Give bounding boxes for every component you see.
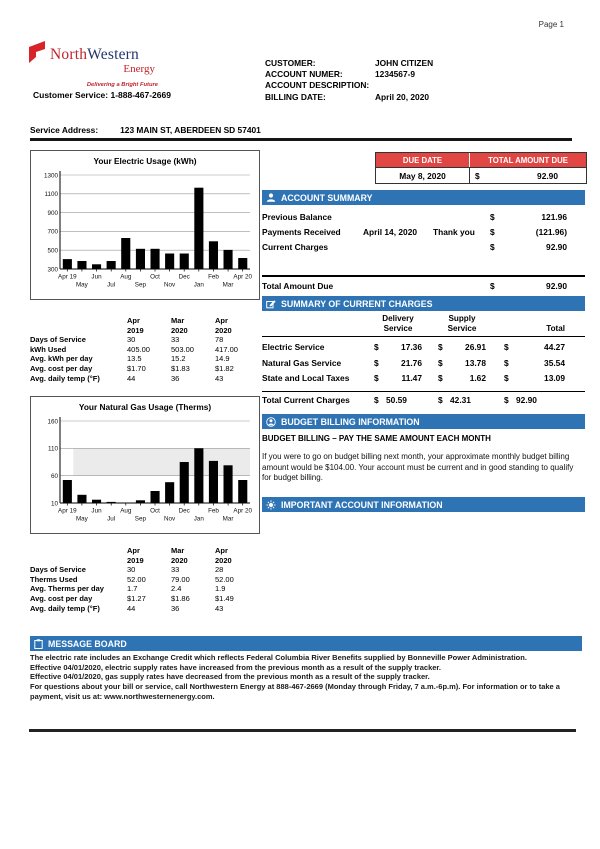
payment-date: April 14, 2020 <box>363 227 418 237</box>
electric-chart-title: Your Electric Usage (kWh) <box>93 156 197 166</box>
cell: 36 <box>171 373 180 383</box>
row-label: Therms Used <box>30 574 78 584</box>
due-date-value: May 8, 2020 <box>399 170 446 181</box>
cell: 36 <box>171 603 180 613</box>
taxes-row <box>262 373 585 383</box>
svg-text:Apr 20: Apr 20 <box>233 507 252 515</box>
brand-name <box>50 46 139 64</box>
brand-logo <box>27 38 247 104</box>
thank-you-note: Thank you <box>433 227 475 237</box>
account-number-row <box>265 69 433 80</box>
currency-symbol: $ <box>374 342 379 353</box>
cell: 13.5 <box>127 354 142 364</box>
electric-usage-table <box>30 316 258 383</box>
cell: 1.7 <box>127 584 138 594</box>
currency-symbol: $ <box>438 357 443 368</box>
cell: 79.00 <box>171 574 190 584</box>
row-label: Days of Service <box>30 335 86 345</box>
electric-usage-chart <box>34 167 256 291</box>
budget-billing-header <box>262 414 585 429</box>
section-title: BUDGET BILLING INFORMATION <box>281 416 420 427</box>
svg-text:160: 160 <box>47 418 58 426</box>
currency-symbol: $ <box>504 357 509 368</box>
account-description-row <box>265 80 433 91</box>
customer-service-phone: Customer Service: 1-888-467-2669 <box>33 90 171 100</box>
cell: $1.83 <box>171 363 190 373</box>
svg-text:500: 500 <box>47 247 58 255</box>
current-charges-header <box>262 296 585 311</box>
svg-text:Mar: Mar <box>222 281 234 289</box>
amount: 92.90 <box>546 281 567 291</box>
logo-arrow-icon <box>28 40 46 64</box>
important-info-header <box>262 497 585 512</box>
natural-gas-service-row <box>262 358 585 368</box>
row-label: Avg. Therms per day <box>30 584 104 594</box>
budget-billing-text: If you were to go on budget billing next month, your approximate monthly budget billing amount would be $104.00. Your account must be current and in good standing to qualify for budget billing. <box>262 452 574 483</box>
currency-symbol: $ <box>490 242 495 252</box>
person-icon <box>266 193 276 202</box>
svg-text:Dec: Dec <box>178 273 190 281</box>
delivery-amount: 17.36 <box>401 342 422 353</box>
total-divider <box>262 275 585 277</box>
customer-row <box>265 58 433 69</box>
cell: $1.70 <box>127 363 146 373</box>
currency-symbol: $ <box>438 395 443 406</box>
cell: 52.00 <box>215 574 234 584</box>
supply-amount: 13.78 <box>465 357 486 368</box>
row-label: Days of Service <box>30 565 86 575</box>
svg-text:May: May <box>75 281 88 289</box>
svg-text:Sep: Sep <box>134 281 147 289</box>
row-label: Payments Received <box>262 227 341 237</box>
svg-text:Nov: Nov <box>163 515 176 523</box>
account-description-label: ACCOUNT DESCRIPTION: <box>265 80 370 91</box>
svg-text:May: May <box>75 515 88 523</box>
supply-header: Supply Service <box>447 314 477 333</box>
cell: 15.2 <box>171 354 186 364</box>
payments-received-row <box>262 227 585 237</box>
message-line: For questions about your bill or service, call Northwestern Energy at 888-467-2669 (Monday through Friday, 7 a.m.-6p.m). For information or to take a payment, visit us at: www.northwesternenergy.com. <box>30 682 560 701</box>
message-line: Effective 04/01/2020, electric supply rates have increased from the previous month as a result of the supply tracker. <box>30 662 442 672</box>
total-divider <box>262 391 585 392</box>
cell: 33 <box>171 565 180 575</box>
currency-symbol: $ <box>490 227 495 237</box>
cell: 2.4 <box>171 584 182 594</box>
gas-usage-table <box>30 546 258 613</box>
brand-tagline: Delivering a Bright Future <box>86 82 158 88</box>
due-table-header <box>376 153 586 167</box>
message-board-header <box>30 636 582 651</box>
current-charges-row <box>262 242 585 252</box>
svg-text:Apr 19: Apr 19 <box>58 507 77 515</box>
svg-text:Jun: Jun <box>91 507 102 515</box>
row-label: Current Charges <box>262 242 329 252</box>
due-date-header: DUE DATE <box>402 155 443 165</box>
currency-symbol: $ <box>438 373 443 384</box>
cell: 30 <box>127 335 136 345</box>
currency-symbol: $ <box>490 212 495 222</box>
electric-usage-chart-box <box>30 150 260 300</box>
electric-service-row <box>262 342 585 352</box>
svg-text:Jun: Jun <box>91 273 102 281</box>
spacer <box>30 546 127 565</box>
total-current-charges-row <box>262 395 585 405</box>
cell: $1.82 <box>215 363 234 373</box>
billing-date-value: April 20, 2020 <box>375 91 430 102</box>
svg-text:Aug: Aug <box>120 507 132 515</box>
svg-text:Oct: Oct <box>150 507 160 515</box>
section-title: SUMMARY OF CURRENT CHARGES <box>281 298 433 309</box>
row-label: State and Local Taxes <box>262 373 350 384</box>
person-circle-icon <box>266 417 276 427</box>
total-amount: 44.27 <box>544 342 565 353</box>
header-underline <box>262 336 585 337</box>
delivery-amount: 21.76 <box>401 357 422 368</box>
budget-billing-section <box>262 414 585 484</box>
svg-text:Mar: Mar <box>222 515 234 523</box>
svg-text:Feb: Feb <box>208 507 219 515</box>
budget-billing-heading: BUDGET BILLING – PAY THE SAME AMOUNT EACH MONTH <box>262 434 491 443</box>
service-address <box>30 125 261 135</box>
currency-symbol: $ <box>374 357 379 368</box>
charges-column-headers <box>262 314 585 334</box>
cell: 52.00 <box>127 574 146 584</box>
total-amount-due-value <box>469 168 586 183</box>
previous-balance-row <box>262 212 585 222</box>
gas-chart-title: Your Natural Gas Usage (Therms) <box>78 402 212 412</box>
header-divider <box>30 138 572 141</box>
svg-text:Jan: Jan <box>193 515 204 523</box>
col-header: Mar 2020 <box>171 316 188 335</box>
currency-symbol: $ <box>374 395 379 406</box>
cell: $1.86 <box>171 593 190 603</box>
message-board-text <box>30 653 582 702</box>
svg-text:Jul: Jul <box>107 515 116 523</box>
row-label: kWh Used <box>30 344 67 354</box>
amount: 92.90 <box>537 170 558 181</box>
svg-text:Jan: Jan <box>193 281 204 289</box>
currency-symbol: $ <box>504 373 509 384</box>
edit-icon <box>266 299 276 309</box>
cell: 30 <box>127 565 136 575</box>
col-header: Apr 2020 <box>215 546 232 565</box>
cell: 14.9 <box>215 354 230 364</box>
row-label: Avg. kWh per day <box>30 354 93 364</box>
svg-text:300: 300 <box>47 266 58 274</box>
cell: 44 <box>127 373 136 383</box>
brand-energy: Energy <box>123 63 155 75</box>
section-title: ACCOUNT SUMMARY <box>281 192 373 203</box>
cell: $1.27 <box>127 593 146 603</box>
svg-text:Apr 20: Apr 20 <box>233 273 252 281</box>
supply-total: 42.31 <box>450 395 471 406</box>
billing-date-label: BILLING DATE: <box>265 91 326 102</box>
amount: 92.90 <box>546 242 567 252</box>
message-line: Effective 04/01/2020, gas supply rates have decreased from the previous month as a result of the supply tracker. <box>30 672 430 682</box>
sun-icon <box>266 500 276 510</box>
row-label: Total Current Charges <box>262 395 350 406</box>
col-header: Mar 2020 <box>171 546 188 565</box>
svg-text:Dec: Dec <box>178 507 190 515</box>
currency-symbol: $ <box>504 342 509 353</box>
cell: 405.00 <box>127 344 150 354</box>
col-header: Apr 2020 <box>215 316 232 335</box>
customer-label: CUSTOMER: <box>265 58 316 68</box>
due-table-values <box>376 167 586 183</box>
customer-value: JOHN CITIZEN <box>375 58 434 68</box>
col-header: Apr 2019 <box>127 546 144 565</box>
row-label: Avg. cost per day <box>30 363 93 373</box>
cell: 417.00 <box>215 344 238 354</box>
row-label: Avg. daily temp (°F) <box>30 373 100 383</box>
svg-text:Oct: Oct <box>150 273 160 281</box>
message-line: The electric rate includes an Exchange Credit which reflects Federal Columbia River Benefits supplied by Bonneville Power Administration. <box>30 653 527 662</box>
svg-text:Feb: Feb <box>208 273 219 281</box>
service-address-value: 123 MAIN ST, ABERDEEN SD 57401 <box>120 125 261 135</box>
row-label: Total Amount Due <box>262 281 334 291</box>
clipboard-icon <box>34 639 43 649</box>
account-number-label: ACCOUNT NUMER: <box>265 69 343 80</box>
gas-usage-chart-box <box>30 396 260 534</box>
row-label: Avg. daily temp (°F) <box>30 603 100 613</box>
cell: 28 <box>215 565 224 575</box>
total-amount: 13.09 <box>544 373 565 384</box>
section-title: IMPORTANT ACCOUNT INFORMATION <box>281 499 443 510</box>
cell: 78 <box>215 335 224 345</box>
cell: $1.49 <box>215 593 234 603</box>
total-amount-due-row <box>262 281 585 291</box>
row-label: Previous Balance <box>262 212 332 222</box>
delivery-total: 50.59 <box>386 395 407 406</box>
supply-amount: 26.91 <box>465 342 486 353</box>
svg-text:900: 900 <box>47 209 58 217</box>
cell: 43 <box>215 603 224 613</box>
total-amount-due-header: TOTAL AMOUNT DUE <box>469 153 586 167</box>
billing-date-row <box>265 92 433 103</box>
row-label: Electric Service <box>262 342 325 353</box>
col-header: Apr 2019 <box>127 316 144 335</box>
amount: 121.96 <box>541 212 567 222</box>
svg-text:Jul: Jul <box>107 281 116 289</box>
svg-text:110: 110 <box>47 445 58 453</box>
page-number: Page 1 <box>538 20 564 29</box>
svg-text:Apr 19: Apr 19 <box>58 273 77 281</box>
account-summary-header <box>262 190 585 205</box>
account-number-value: 1234567-9 <box>375 69 416 80</box>
total-amount: 35.54 <box>544 357 565 368</box>
delivery-header: Delivery Service <box>382 314 414 333</box>
section-title: MESSAGE BOARD <box>48 638 127 649</box>
row-label: Natural Gas Service <box>262 357 342 368</box>
currency-symbol: $ <box>438 342 443 353</box>
current-charges-section <box>262 296 585 405</box>
svg-text:700: 700 <box>47 228 58 236</box>
currency-symbol: $ <box>490 281 495 291</box>
service-address-label: Service Address: <box>30 125 99 135</box>
cell: 33 <box>171 335 180 345</box>
currency-symbol: $ <box>374 373 379 384</box>
svg-text:10: 10 <box>50 500 58 508</box>
cell: 43 <box>215 373 224 383</box>
footer-divider <box>29 729 576 732</box>
grand-total: 92.90 <box>516 395 537 406</box>
brand-name-north: North <box>50 46 88 63</box>
gas-usage-chart <box>34 413 256 525</box>
spacer <box>30 316 127 335</box>
svg-text:Aug: Aug <box>120 273 132 281</box>
delivery-amount: 11.47 <box>401 373 422 384</box>
svg-text:1100: 1100 <box>44 191 58 199</box>
cell: 1.9 <box>215 584 226 594</box>
message-board-section <box>30 636 582 702</box>
svg-text:1300: 1300 <box>43 172 58 180</box>
svg-text:Nov: Nov <box>163 281 176 289</box>
currency-symbol: $ <box>504 395 509 406</box>
currency-symbol: $ <box>475 170 480 181</box>
total-header: Total <box>546 323 565 333</box>
row-label: Avg. cost per day <box>30 593 93 603</box>
brand-name-western: Western <box>87 46 139 63</box>
supply-amount: 1.62 <box>469 373 486 384</box>
svg-text:Sep: Sep <box>134 515 147 523</box>
due-date-table <box>375 152 587 184</box>
svg-text:60: 60 <box>50 472 58 480</box>
cell: 503.00 <box>171 344 194 354</box>
cell: 44 <box>127 603 136 613</box>
customer-info-block <box>265 58 433 103</box>
amount: (121.96) <box>535 227 567 237</box>
